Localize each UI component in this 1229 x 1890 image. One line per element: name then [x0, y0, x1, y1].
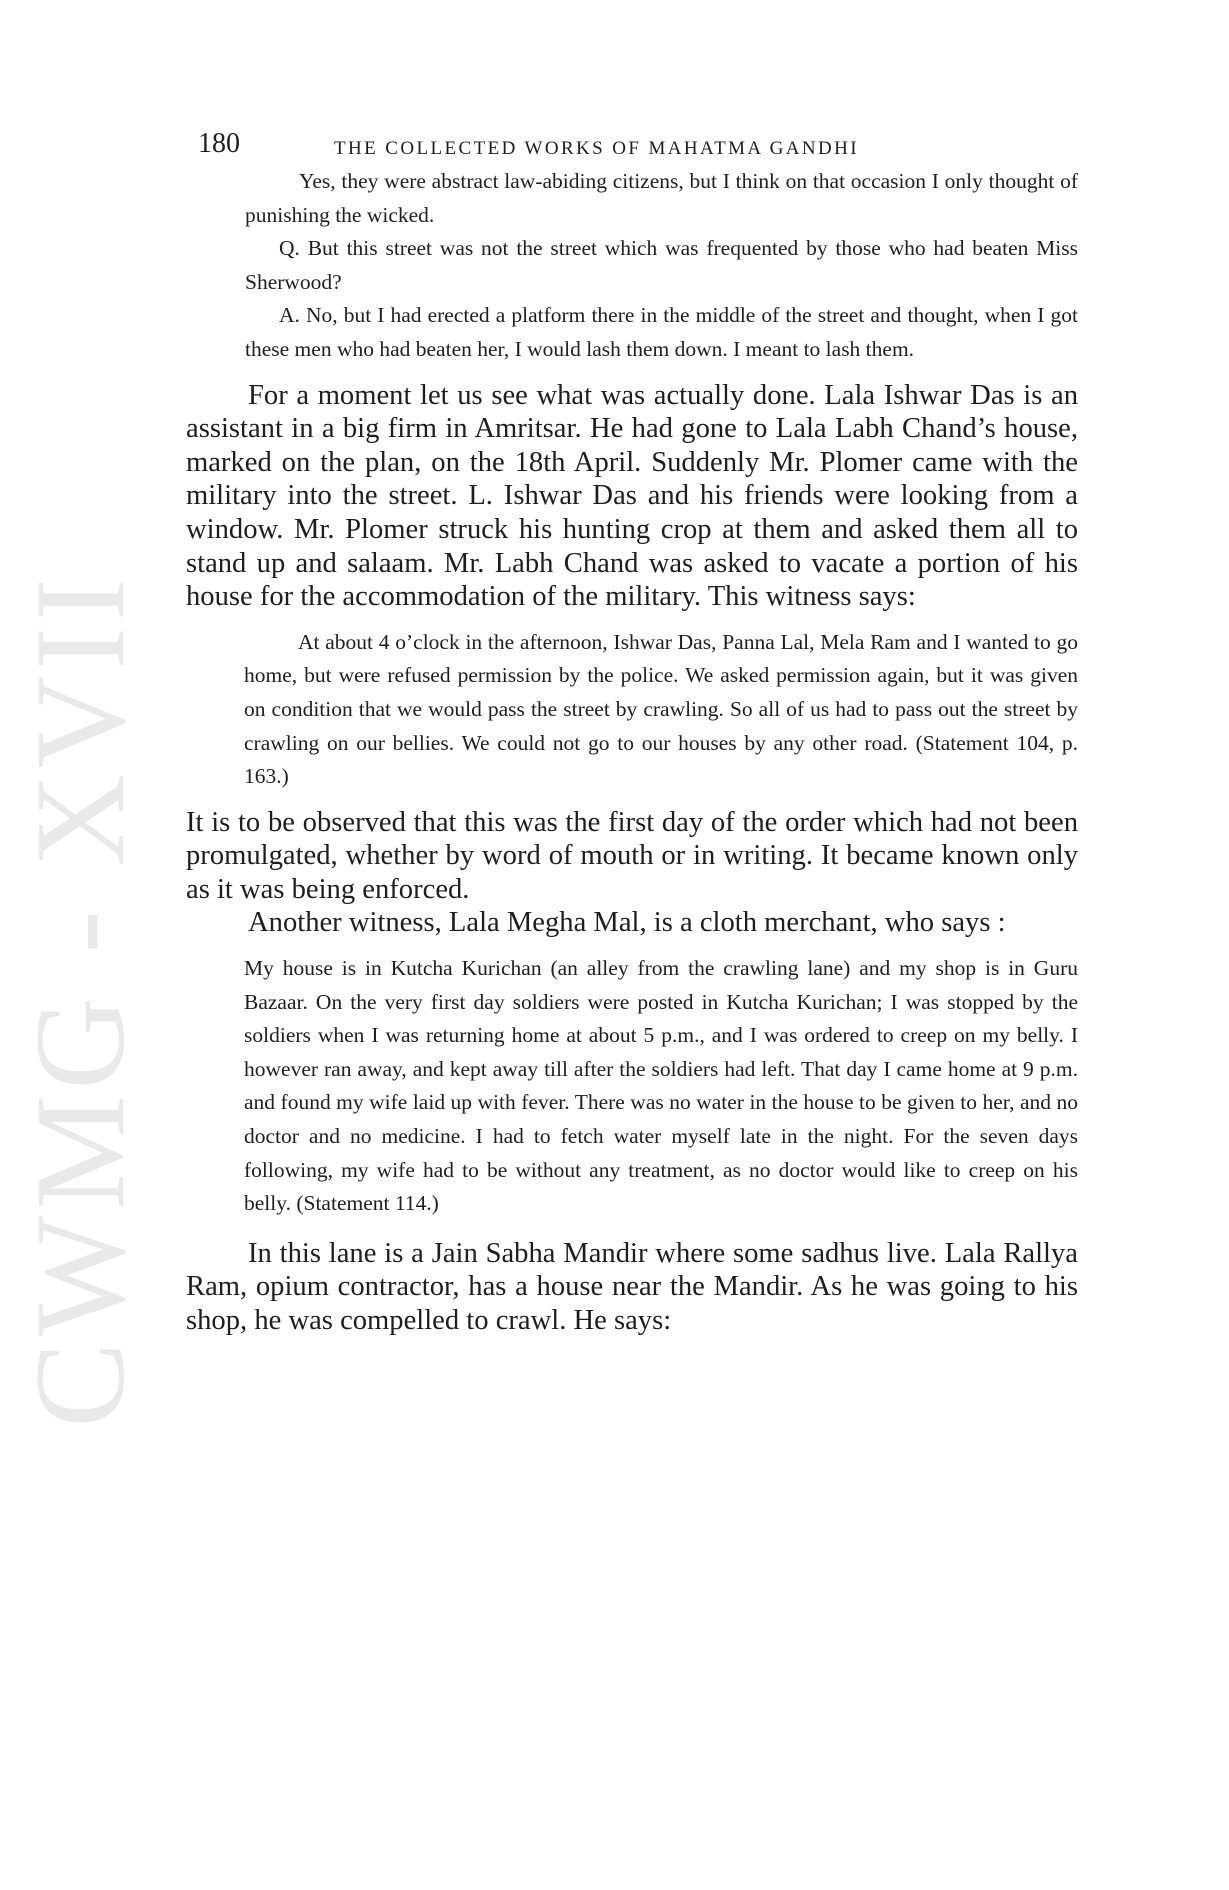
testimony-question: Q. But this street was not the street which was frequented by those who had beaten Miss Sherwood? [245, 236, 1078, 294]
running-head [186, 118, 1078, 166]
page-number: 180 [198, 128, 240, 159]
watermark-text: CWMG - XVII [9, 572, 151, 1428]
body-paragraph-4: In this lane is a Jain Sabha Mandir where some sadhus live. Lala Rallya Ram, opium contractor, has a house near the Mandir. As he was going to his shop, he was compelled to crawl. He says: [186, 1237, 1078, 1336]
body-paragraph-3: Another witness, Lala Megha Mal, is a cloth merchant, who says : [248, 907, 1006, 939]
testimony-answer-2: A. No, but I had erected a platform there in the middle of the street and thought, when I got these men who had beaten her, I would lash them down. I meant to lash them. [245, 303, 1078, 361]
block-quote-2: My house is in Kutcha Kurichan (an alley from the crawling lane) and my shop is in Guru Bazaar. On the very first day soldiers were posted in Kutcha Kurichan; I was stopped by the soldiers when I was returning home at about 5 p.m., and I was ordered to creep on my belly. I however ran away, and kept away till after the soldiers had left. That day I came home at 9 p.m. and found my wife laid up with fever. There was no water in the house to be given to her, and no doctor and no medicine. I had to fetch water myself late in the night. For the seven days following, my wife had to be without any treatment, as no doctor would like to creep on his belly. (Statement 114.) [244, 956, 1078, 1216]
body-paragraph-1: For a moment let us see what was actually done. Lala Ishwar Das is an assistant in a big firm in Amritsar. He had gone to Lala Labh Chand’s house, marked on the plan, on the 18th April. Suddenly Mr. Plomer came with the military into the street. L. Ishwar Das and his friends were looking from a window. Mr. Plomer struck his hunting crop at them and asked them all to stand up and salaam. Mr. Labh Chand was asked to vacate a portion of his house for the accommodation of the military. This witness says: [186, 379, 1078, 613]
block-quote-1: At about 4 o’clock in the afternoon, Ishwar Das, Panna Lal, Mela Ram and I wanted to go home, but were refused permission by the police. We asked permission again, but it was given on condition that we would pass the street by crawling. So all of us had to pass out the street by crawling on our bellies. We could not go to our houses by any other road. (Statement 104, p. 163.) [244, 629, 1078, 789]
body-paragraph-2: It is to be observed that this was the first day of the order which had not been promulgated, whether by word of mouth or in writing. It became known only as it was being enforced. [186, 806, 1078, 905]
page-body [186, 118, 1078, 1338]
running-title: THE COLLECTED WORKS OF MAHATMA GANDHI [334, 138, 859, 159]
testimony-answer-1: Yes, they were abstract law-abiding citizens, but I think on that occasion I only thought of punishing the wicked. [245, 169, 1078, 227]
